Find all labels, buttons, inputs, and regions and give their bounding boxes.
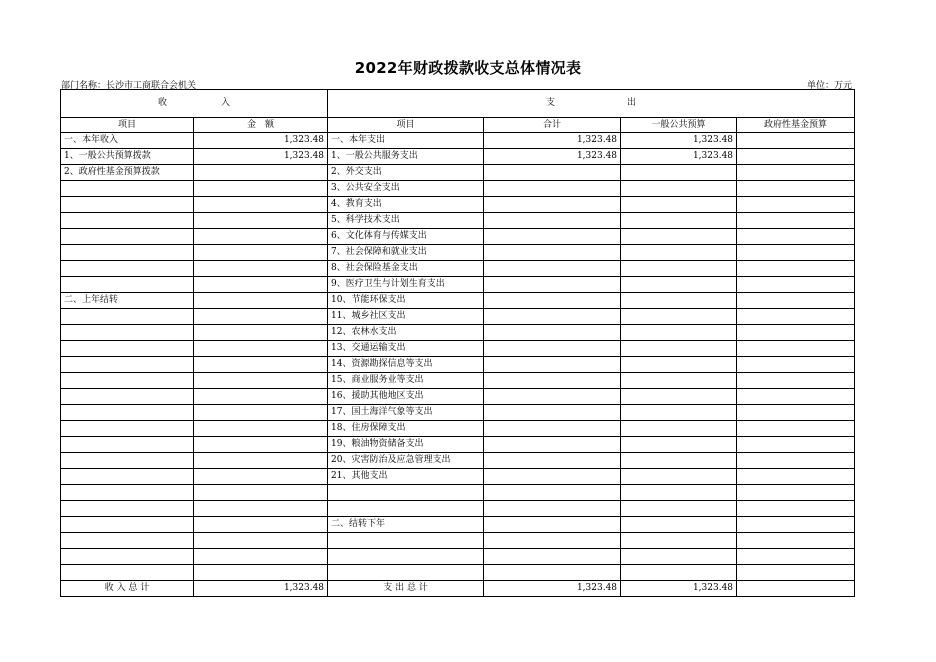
income-item-cell <box>61 485 194 501</box>
fund-budget-cell <box>737 485 855 501</box>
expense-item-cell: 9、医疗卫生与计划生育支出 <box>328 277 484 293</box>
total-cell <box>484 357 621 373</box>
fund-budget-cell <box>737 293 855 309</box>
total-cell <box>484 277 621 293</box>
income-amount-cell <box>194 197 328 213</box>
income-amount-cell <box>194 421 328 437</box>
expense-item-cell: 3、公共安全支出 <box>328 181 484 197</box>
col-fund-budget: 政府性基金预算 <box>737 118 855 133</box>
total-cell: 1,323.48 <box>484 133 621 149</box>
table-row <box>61 357 855 373</box>
income-amount-cell <box>194 437 328 453</box>
income-amount-cell <box>194 325 328 341</box>
fund-budget-cell <box>737 181 855 197</box>
fund-budget-cell <box>737 341 855 357</box>
expense-item-cell: 18、住房保障支出 <box>328 421 484 437</box>
expense-item-cell <box>328 533 484 549</box>
expense-item-cell: 16、援助其他地区支出 <box>328 389 484 405</box>
fund-budget-cell <box>737 453 855 469</box>
total-cell <box>484 437 621 453</box>
income-amount-cell <box>194 533 328 549</box>
income-item-cell <box>61 373 194 389</box>
table-row <box>61 469 855 485</box>
expense-item-cell <box>328 485 484 501</box>
income-item-cell: 1、一般公共预算拨款 <box>61 149 194 165</box>
expense-item-cell <box>328 549 484 565</box>
income-item-cell <box>61 245 194 261</box>
income-item-cell <box>61 309 194 325</box>
general-budget-cell <box>621 485 737 501</box>
expense-item-cell: 11、城乡社区支出 <box>328 309 484 325</box>
fund-budget-cell <box>737 437 855 453</box>
table-row <box>61 165 855 181</box>
department-name: 部门名称：长沙市工商联合会机关 <box>61 81 197 91</box>
total-cell <box>484 373 621 389</box>
fund-budget-cell <box>737 261 855 277</box>
fund-budget-cell <box>737 213 855 229</box>
fund-budget-cell <box>737 277 855 293</box>
income-amount-cell: 1,323.48 <box>194 133 328 149</box>
expense-item-cell: 17、国土海洋气象等支出 <box>328 405 484 421</box>
fund-budget-cell <box>737 405 855 421</box>
income-amount-cell <box>194 309 328 325</box>
income-item-cell: 2、政府性基金预算拨款 <box>61 165 194 181</box>
general-budget-cell <box>621 373 737 389</box>
expense-item-cell: 10、节能环保支出 <box>328 293 484 309</box>
general-budget-cell <box>621 341 737 357</box>
income-amount-cell <box>194 181 328 197</box>
income-item-cell <box>61 533 194 549</box>
income-amount-cell <box>194 405 328 421</box>
total-cell <box>484 533 621 549</box>
total-cell <box>484 245 621 261</box>
total-cell <box>484 405 621 421</box>
income-amount-cell <box>194 389 328 405</box>
expense-item-cell: 5、科学技术支出 <box>328 213 484 229</box>
table-row <box>61 133 855 149</box>
total-cell <box>484 565 621 581</box>
table-row <box>61 565 855 581</box>
page-title: 2022年财政拨款收支总体情况表 <box>354 59 582 77</box>
fund-budget-cell <box>737 373 855 389</box>
general-budget-cell: 1,323.48 <box>621 133 737 149</box>
expense-item-cell: 15、商业服务业等支出 <box>328 373 484 389</box>
fund-budget-cell <box>737 245 855 261</box>
general-budget-cell <box>621 549 737 565</box>
expense-item-cell: 12、农林水支出 <box>328 325 484 341</box>
fund-budget-cell <box>737 133 855 149</box>
fund-budget-cell <box>737 149 855 165</box>
table-row <box>61 229 855 245</box>
income-item-cell <box>61 421 194 437</box>
expense-item-cell: 14、资源勘探信息等支出 <box>328 357 484 373</box>
income-item-cell <box>61 325 194 341</box>
income-item-cell <box>61 181 194 197</box>
income-item-cell <box>61 197 194 213</box>
table-row <box>61 389 855 405</box>
income-item-cell <box>61 565 194 581</box>
expense-item-cell: 8、社会保险基金支出 <box>328 261 484 277</box>
table-row <box>61 293 855 309</box>
general-budget-cell <box>621 245 737 261</box>
income-amount-cell <box>194 229 328 245</box>
table-row <box>61 405 855 421</box>
general-budget-cell <box>621 389 737 405</box>
income-item-cell <box>61 437 194 453</box>
income-amount-cell <box>194 293 328 309</box>
fund-budget-cell <box>737 165 855 181</box>
general-budget-cell <box>621 197 737 213</box>
fund-budget-cell <box>737 469 855 485</box>
expense-item-cell: 1、一般公共服务支出 <box>328 149 484 165</box>
general-budget-cell <box>621 533 737 549</box>
total-cell <box>484 549 621 565</box>
general-budget-cell <box>621 229 737 245</box>
income-item-cell <box>61 453 194 469</box>
income-total-label: 收 入 总 计 <box>61 581 194 597</box>
general-budget-cell <box>621 453 737 469</box>
income-item-cell <box>61 469 194 485</box>
general-budget-cell <box>621 325 737 341</box>
general-budget-cell <box>621 565 737 581</box>
total-cell <box>484 197 621 213</box>
table-row <box>61 373 855 389</box>
fund-budget-cell <box>737 357 855 373</box>
table-row <box>61 421 855 437</box>
general-budget-cell <box>621 261 737 277</box>
income-amount-cell <box>194 485 328 501</box>
general-budget-cell <box>621 405 737 421</box>
table-row <box>61 309 855 325</box>
income-amount-cell <box>194 469 328 485</box>
total-cell <box>484 293 621 309</box>
income-item-cell <box>61 213 194 229</box>
fund-budget-cell <box>737 565 855 581</box>
expense-item-cell <box>328 565 484 581</box>
income-amount-cell <box>194 453 328 469</box>
expense-item-cell: 4、教育支出 <box>328 197 484 213</box>
fund-budget-cell <box>737 229 855 245</box>
total-cell <box>484 165 621 181</box>
table-row <box>61 549 855 565</box>
income-item-cell: 二、上年结转 <box>61 293 194 309</box>
income-amount-cell <box>194 357 328 373</box>
expense-total-label: 支 出 总 计 <box>328 581 484 597</box>
col-income-item: 项目 <box>61 118 194 133</box>
general-budget-cell: 1,323.48 <box>621 149 737 165</box>
fund-budget-cell <box>737 309 855 325</box>
general-budget-cell <box>621 309 737 325</box>
fund-budget-cell <box>737 501 855 517</box>
general-budget-cell <box>621 181 737 197</box>
total-cell <box>484 469 621 485</box>
income-item-cell <box>61 261 194 277</box>
fund-budget-cell <box>737 197 855 213</box>
total-cell <box>484 261 621 277</box>
expense-item-cell: 21、其他支出 <box>328 469 484 485</box>
income-amount-cell <box>194 565 328 581</box>
income-amount-cell <box>194 341 328 357</box>
expense-total-amount: 1,323.48 <box>484 581 621 597</box>
expense-item-cell: 6、文化体育与传媒支出 <box>328 229 484 245</box>
general-budget-cell <box>621 501 737 517</box>
general-budget-cell <box>621 165 737 181</box>
table-row <box>61 517 855 533</box>
general-budget-cell <box>621 421 737 437</box>
income-amount-cell <box>194 165 328 181</box>
section-header-row <box>61 90 855 118</box>
fund-budget-cell <box>737 421 855 437</box>
income-amount-cell <box>194 245 328 261</box>
table-row <box>61 437 855 453</box>
table-row <box>61 261 855 277</box>
total-cell <box>484 181 621 197</box>
col-general-budget: 一般公共预算 <box>621 118 737 133</box>
expense-item-cell: 2、外交支出 <box>328 165 484 181</box>
expense-item-cell <box>328 501 484 517</box>
income-section-header: 收 入 <box>61 90 328 118</box>
total-cell <box>484 229 621 245</box>
general-budget-cell <box>621 213 737 229</box>
expense-item-cell: 20、灾害防治及应急管理支出 <box>328 453 484 469</box>
income-amount-cell <box>194 517 328 533</box>
income-item-cell: 一、本年收入 <box>61 133 194 149</box>
total-cell <box>484 213 621 229</box>
fund-budget-cell <box>737 549 855 565</box>
col-income-amount: 金 额 <box>194 118 328 133</box>
expense-section-header: 支 出 <box>328 90 855 118</box>
general-budget-cell <box>621 293 737 309</box>
fund-budget-cell <box>737 389 855 405</box>
general-budget-cell <box>621 277 737 293</box>
income-item-cell <box>61 405 194 421</box>
income-item-cell <box>61 549 194 565</box>
income-amount-cell <box>194 501 328 517</box>
total-cell <box>484 389 621 405</box>
expense-item-cell: 二、结转下年 <box>328 517 484 533</box>
total-cell <box>484 485 621 501</box>
total-cell <box>484 309 621 325</box>
table-row <box>61 533 855 549</box>
table-row <box>61 277 855 293</box>
general-budget-total: 1,323.48 <box>621 581 737 597</box>
total-cell: 1,323.48 <box>484 149 621 165</box>
general-budget-cell <box>621 517 737 533</box>
income-item-cell <box>61 357 194 373</box>
expense-item-cell: 一、本年支出 <box>328 133 484 149</box>
expense-item-cell: 7、社会保障和就业支出 <box>328 245 484 261</box>
income-amount-cell <box>194 549 328 565</box>
income-item-cell <box>61 517 194 533</box>
income-total-amount: 1,323.48 <box>194 581 328 597</box>
total-cell <box>484 453 621 469</box>
table-row <box>61 453 855 469</box>
total-cell <box>484 517 621 533</box>
expense-item-cell: 13、交通运输支出 <box>328 341 484 357</box>
total-cell <box>484 325 621 341</box>
income-item-cell <box>61 341 194 357</box>
income-amount-cell: 1,323.48 <box>194 149 328 165</box>
fund-budget-cell <box>737 517 855 533</box>
income-amount-cell <box>194 277 328 293</box>
table-row <box>61 245 855 261</box>
income-amount-cell <box>194 261 328 277</box>
table-row <box>61 325 855 341</box>
column-header-row <box>61 118 855 133</box>
fund-budget-cell <box>737 325 855 341</box>
table-row <box>61 341 855 357</box>
totals-row <box>61 581 855 597</box>
total-cell <box>484 421 621 437</box>
budget-table <box>60 89 855 597</box>
expense-item-cell: 19、粮油物资储备支出 <box>328 437 484 453</box>
fund-budget-total <box>737 581 855 597</box>
income-amount-cell <box>194 373 328 389</box>
income-item-cell <box>61 501 194 517</box>
table-row <box>61 181 855 197</box>
income-item-cell <box>61 277 194 293</box>
general-budget-cell <box>621 469 737 485</box>
total-cell <box>484 341 621 357</box>
unit-label: 单位：万元 <box>806 81 852 91</box>
general-budget-cell <box>621 357 737 373</box>
table-row <box>61 501 855 517</box>
table-row <box>61 485 855 501</box>
table-row <box>61 149 855 165</box>
income-item-cell <box>61 389 194 405</box>
table-row <box>61 197 855 213</box>
income-item-cell <box>61 229 194 245</box>
table-row <box>61 213 855 229</box>
col-total: 合计 <box>484 118 621 133</box>
col-expense-item: 项目 <box>328 118 484 133</box>
income-amount-cell <box>194 213 328 229</box>
total-cell <box>484 501 621 517</box>
fund-budget-cell <box>737 533 855 549</box>
general-budget-cell <box>621 437 737 453</box>
